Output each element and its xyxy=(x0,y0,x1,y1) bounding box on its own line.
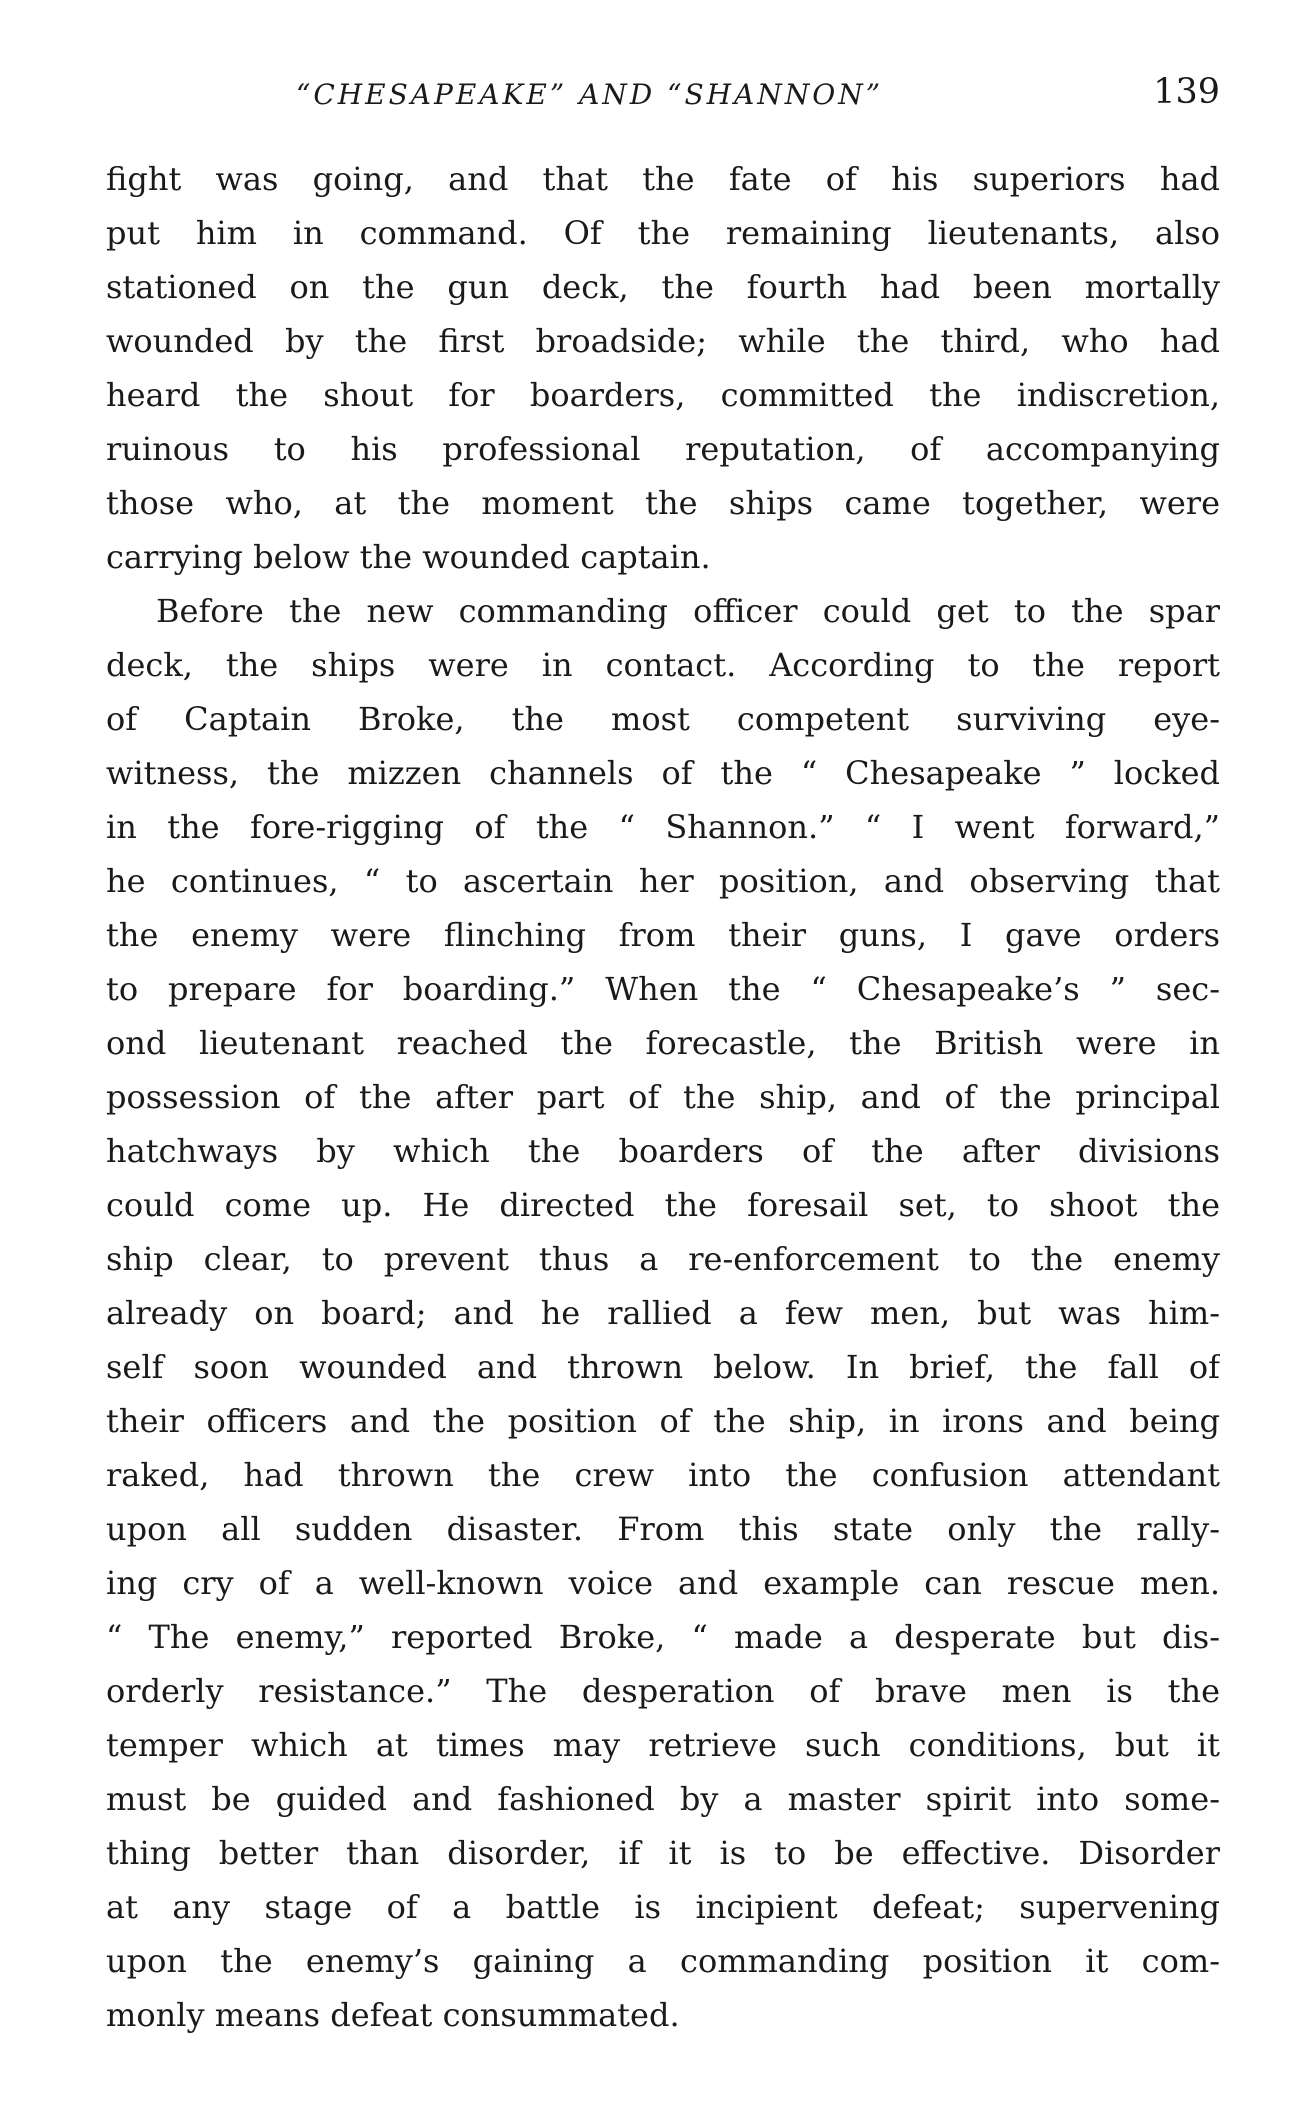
text-line: possession of the after part of the ship, and of the principal xyxy=(106,1078,1220,1116)
running-head xyxy=(106,70,1220,130)
text-line: deck, the ships were in contact. According to the report xyxy=(106,646,1220,684)
text-line: put him in command. Of the remaining lieutenants, also xyxy=(106,214,1220,252)
paragraph-start-line: Before the new commanding officer could get to the spar xyxy=(156,592,1220,630)
text-line: thing better than disorder, if it is to be effective. Disorder xyxy=(106,1834,1220,1872)
text-line: he continues, “ to ascertain her position, and observing that xyxy=(106,862,1220,900)
text-line: witness, the mizzen channels of the “ Chesapeake ” locked xyxy=(106,754,1220,792)
text-line: at any stage of a battle is incipient defeat; supervening xyxy=(106,1888,1220,1926)
text-line: those who, at the moment the ships came together, were xyxy=(106,484,1220,522)
text-line: temper which at times may retrieve such conditions, but it xyxy=(106,1726,1220,1764)
text-line: fight was going, and that the fate of his superiors had xyxy=(106,160,1220,198)
text-line: must be guided and fashioned by a master spirit into some- xyxy=(106,1780,1220,1818)
text-line: upon all sudden disaster. From this state only the rally- xyxy=(106,1510,1220,1548)
text-line: their officers and the position of the ship, in irons and being xyxy=(106,1402,1220,1440)
text-line: orderly resistance.” The desperation of brave men is the xyxy=(106,1672,1220,1710)
text-line: ship clear, to prevent thus a re-enforcement to the enemy xyxy=(106,1240,1220,1278)
text-line: wounded by the first broadside; while the third, who had xyxy=(106,322,1220,360)
text-line: upon the enemy’s gaining a commanding position it com- xyxy=(106,1942,1220,1980)
page-number: 139 xyxy=(1153,72,1220,112)
body-text xyxy=(106,152,1220,2042)
text-line: already on board; and he rallied a few men, but was him- xyxy=(106,1294,1220,1332)
text-line: raked, had thrown the crew into the confusion attendant xyxy=(106,1456,1220,1494)
text-line: ing cry of a well-known voice and example can rescue men. xyxy=(106,1564,1220,1602)
running-title: “CHESAPEAKE” AND “SHANNON” xyxy=(296,78,884,111)
text-line: stationed on the gun deck, the fourth had been mortally xyxy=(106,268,1220,306)
text-line: heard the shout for boarders, committed the indiscretion, xyxy=(106,376,1220,414)
text-line: could come up. He directed the foresail set, to shoot the xyxy=(106,1186,1220,1224)
text-line: monly means defeat consummated. xyxy=(106,1996,680,2034)
text-line: hatchways by which the boarders of the after divisions xyxy=(106,1132,1220,1170)
text-line: “ The enemy,” reported Broke, “ made a desperate but dis- xyxy=(106,1618,1220,1656)
text-line: to prepare for boarding.” When the “ Chesapeake’s ” sec- xyxy=(106,970,1220,1008)
text-line: self soon wounded and thrown below. In brief, the fall of xyxy=(106,1348,1220,1386)
text-line: ruinous to his professional reputation, of accompanying xyxy=(106,430,1220,468)
text-line: carrying below the wounded captain. xyxy=(106,538,711,576)
text-line: the enemy were flinching from their guns, I gave orders xyxy=(106,916,1220,954)
text-line: ond lieutenant reached the forecastle, the British were in xyxy=(106,1024,1220,1062)
text-line: in the fore-rigging of the “ Shannon.” “ I went forward,” xyxy=(106,808,1220,846)
text-line: of Captain Broke, the most competent surviving eye- xyxy=(106,700,1220,738)
